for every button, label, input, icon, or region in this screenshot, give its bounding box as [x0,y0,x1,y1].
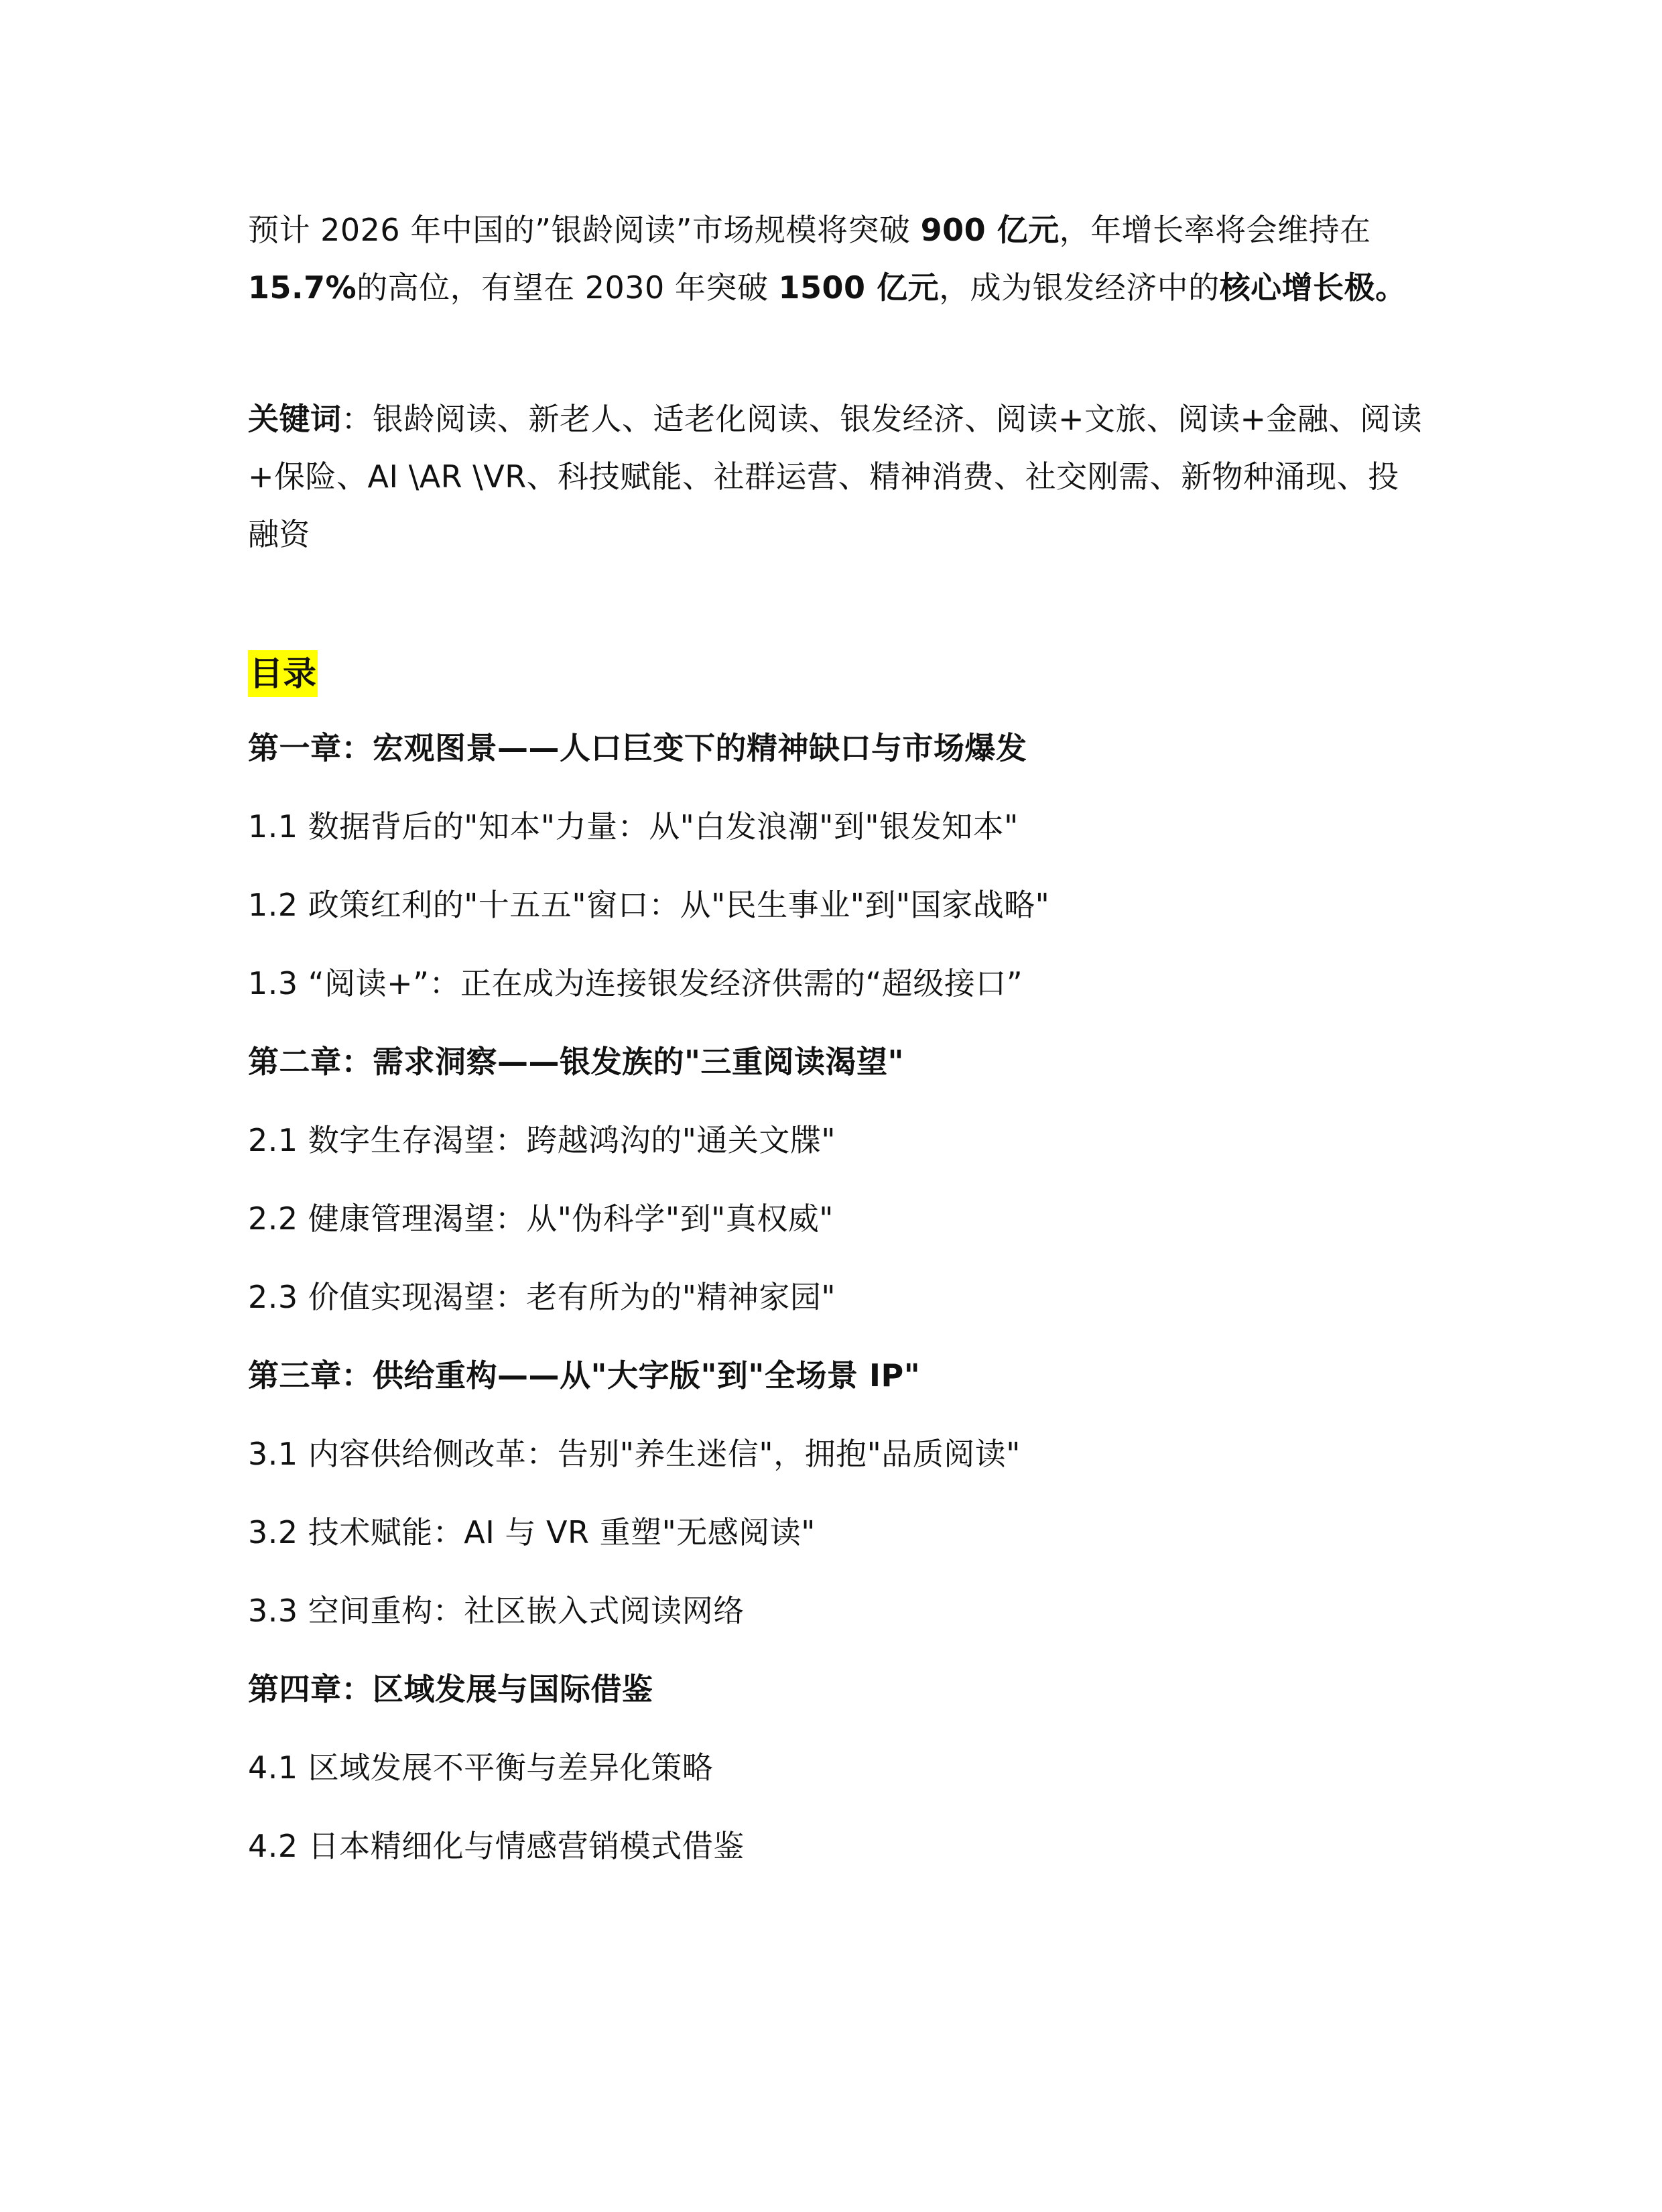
summary-text-2: ，年增长率将会维持在 [1059,212,1371,248]
summary-text-4: ，成为银发经济中的 [939,269,1220,306]
toc-heading [248,643,1427,704]
toc-chapter-item: 第四章：区域发展与国际借鉴 [248,1671,653,1707]
toc-chapter-item: 第二章：需求洞察——银发族的"三重阅读渴望" [248,1044,904,1080]
summary-text-1: 预计 2026 年中国的”银龄阅读”市场规模将突破 [248,212,921,248]
summary-text-3: 的高位，有望在 2030 年突破 [357,269,779,306]
toc-section-item: 2.3 价值实现渴望：老有所为的"精神家园" [248,1279,836,1315]
toc-section-item: 2.1 数字生存渴望：跨越鸿沟的"通关文牒" [248,1122,836,1158]
toc-chapter-item: 第一章：宏观图景——人口巨变下的精神缺口与市场爆发 [248,730,1027,766]
summary-bold-2: 15.7% [248,269,357,306]
toc-section-item: 3.1 内容供给侧改革：告别"养生迷信"，拥抱"品质阅读" [248,1436,1021,1472]
toc-section-item: 1.1 数据背后的"知本"力量：从"白发浪潮"到"银发知本" [248,808,1019,845]
summary-bold-1: 900 亿元 [920,212,1060,248]
summary-bold-3: 1500 亿元 [778,269,940,306]
toc-section-item: 4.1 区域发展不平衡与差异化策略 [248,1749,714,1786]
toc-section-item: 1.3 “阅读+”：正在成为连接银发经济供需的“超级接口” [248,965,1023,1001]
summary-paragraph [248,201,1427,316]
keywords-paragraph [248,390,1427,563]
toc-chapter-item: 第三章：供给重构——从"大字版"到"全场景 IP" [248,1357,921,1394]
toc-section-item: 3.2 技术赋能：AI 与 VR 重塑"无感阅读" [248,1514,816,1550]
toc-heading-label: 目录 [248,650,318,697]
keywords-label: 关键词 [248,401,342,437]
toc-section-item: 1.2 政策红利的"十五五"窗口：从"民生事业"到"国家战略" [248,887,1050,923]
document-content [248,201,1427,1886]
toc-section-item: 2.2 健康管理渴望：从"伪科学"到"真权威" [248,1201,834,1237]
toc-section-item: 4.2 日本精细化与情感营销模式借鉴 [248,1828,745,1864]
summary-bold-4: 核心增长极。 [1219,269,1407,306]
toc-section-item: 3.3 空间重构：社区嵌入式阅读网络 [248,1593,745,1629]
keywords-text: ：银龄阅读、新老人、适老化阅读、银发经济、阅读+文旅、阅读+金融、阅读+保险、AI \AR \VR、科技赋能、社群运营、精神消费、社交刚需、新物种涌现、投融资 [248,401,1423,552]
table-of-contents [248,709,1427,1886]
